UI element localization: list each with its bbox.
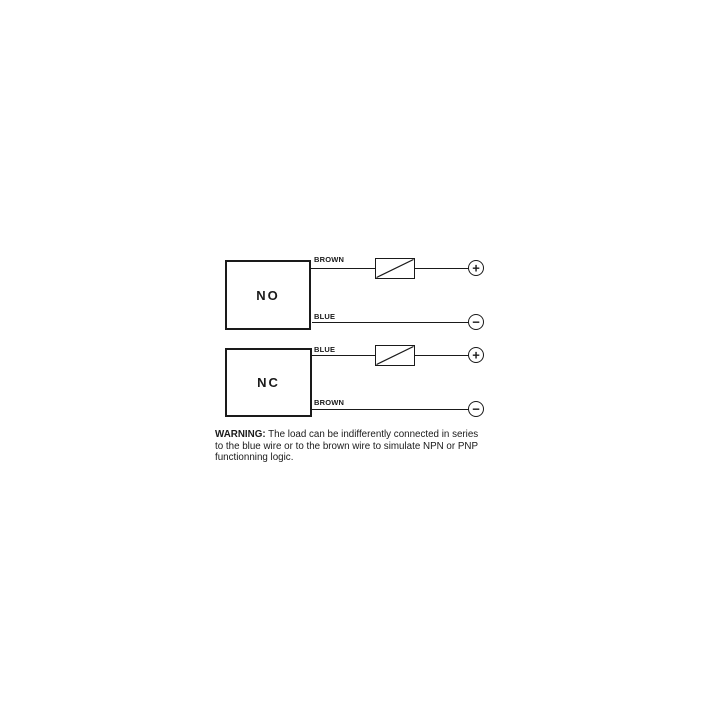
block-no-label: NO — [256, 287, 280, 303]
sensor-block-no — [225, 260, 311, 330]
load-diagonal-line — [376, 259, 414, 278]
minus-icon: − — [472, 401, 480, 416]
plus-icon: + — [472, 347, 480, 362]
wire-no-brown-segment-right — [415, 268, 469, 269]
load-icon — [375, 345, 415, 366]
wire-label-blue-nc: BLUE — [314, 345, 336, 354]
sensor-block-nc — [225, 348, 312, 417]
minus-terminal-icon — [468, 314, 484, 330]
wire-label-blue-no: BLUE — [314, 312, 336, 321]
wire-nc-brown — [312, 409, 469, 410]
warning-label: WARNING: — [215, 429, 266, 440]
plus-icon: + — [472, 260, 480, 275]
wire-no-blue — [312, 322, 469, 323]
minus-icon: − — [472, 314, 480, 329]
warning-note — [215, 429, 525, 464]
wire-nc-blue-segment-right — [415, 355, 469, 356]
plus-terminal-icon — [468, 260, 484, 276]
wire-label-brown-no: BROWN — [314, 255, 345, 264]
warning-line-1-text: The load can be indifferently connected in series — [265, 429, 479, 440]
warning-line-2: to the blue wire or to the brown wire to simulate NPN or PNP — [215, 440, 478, 452]
minus-terminal-icon — [468, 401, 484, 417]
block-nc-label: NC — [257, 375, 280, 390]
load-icon — [375, 258, 415, 279]
load-diagonal-line — [376, 346, 414, 365]
plus-terminal-icon — [468, 347, 484, 363]
wire-no-brown-segment-left — [311, 268, 375, 269]
wire-nc-blue-segment-left — [312, 355, 375, 356]
warning-line-1 — [215, 429, 525, 441]
warning-line-3: functionning logic. — [215, 452, 294, 464]
wire-label-brown-nc: BROWN — [314, 398, 345, 407]
